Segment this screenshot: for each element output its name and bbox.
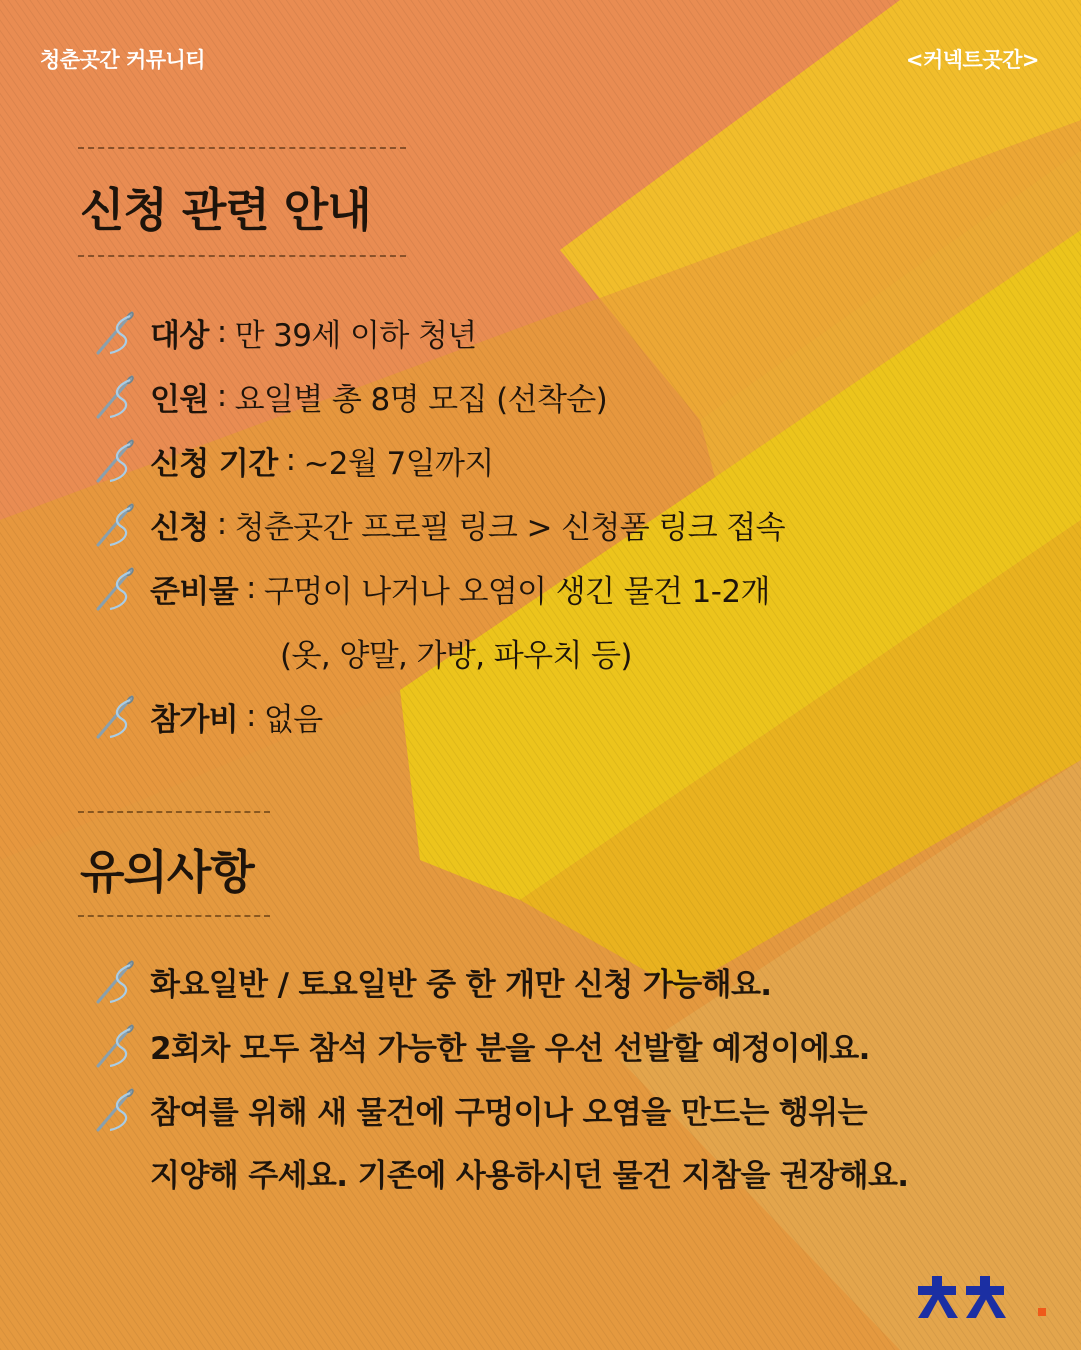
needle-thread-icon — [92, 1084, 144, 1134]
item-label: 인원 — [150, 381, 209, 418]
note-text-continued: 지양해 주세요. 기존에 사용하시던 물건 지참을 권장해요. — [150, 1158, 909, 1194]
needle-thread-icon — [92, 371, 144, 421]
divider-bottom — [78, 255, 406, 257]
item-value: 구멍이 나거나 오염이 생긴 물건 1-2개 — [263, 573, 770, 610]
item-label: 준비물 — [150, 573, 239, 610]
item-label: 신청 기간 — [150, 445, 278, 482]
divider-top — [78, 147, 406, 149]
item-value: 요일별 총 8명 모집 (선착순) — [234, 381, 608, 418]
note-text: 화요일반 / 토요일반 중 한 개만 신청 가능해요. — [150, 966, 772, 1003]
item-label: 대상 — [150, 317, 209, 354]
item-label: 신청 — [150, 509, 209, 546]
needle-thread-icon — [92, 956, 144, 1006]
note-item — [92, 1020, 870, 1070]
community-brand-label: 청춘곳간 커뮤니티 — [40, 48, 206, 72]
note-text: 참여를 위해 새 물건에 구멍이나 오염을 만드는 행위는 — [150, 1094, 867, 1131]
needle-thread-icon — [92, 1020, 144, 1070]
list-item-apply: 신청 : 청춘곳간 프로필 링크 > 신청폼 링크 접속 — [92, 499, 785, 549]
list-item-materials-line2 — [280, 630, 632, 675]
application-section-title: 신청 관련 안내 — [80, 183, 371, 237]
note-item — [92, 1084, 867, 1134]
list-item-materials: 준비물 : 구멍이 나거나 오염이 생긴 물건 1-2개 — [92, 563, 770, 613]
list-item-capacity: 인원 : 요일별 총 8명 모집 (선착순) — [92, 371, 607, 421]
item-value: 없음 — [263, 701, 323, 738]
list-item-period: 신청 기간 : ~2월 7일까지 — [92, 435, 494, 485]
divider-top — [78, 811, 270, 813]
needle-thread-icon — [92, 499, 144, 549]
item-value: ~2월 7일까지 — [303, 445, 494, 482]
item-value: 만 39세 이하 청년 — [234, 317, 477, 354]
list-item-fee: 참가비 : 없음 — [92, 691, 323, 741]
needle-thread-icon — [92, 691, 144, 741]
divider-bottom — [78, 915, 270, 917]
brand-logo — [918, 1272, 1048, 1322]
notes-section-title: 유의사항 — [80, 845, 254, 899]
item-value: 청춘곳간 프로필 링크 > 신청폼 링크 접속 — [234, 509, 785, 546]
needle-thread-icon — [92, 563, 144, 613]
list-item-target: 대상 : 만 39세 이하 청년 — [92, 307, 477, 357]
note-item — [92, 956, 771, 1006]
needle-thread-icon — [92, 435, 144, 485]
item-value-continued: (옷, 양말, 가방, 파우치 등) — [280, 638, 632, 674]
program-tag-label: <커넥트곳간> — [905, 48, 1039, 72]
note-item-continued — [150, 1150, 908, 1195]
note-text: 2회차 모두 참석 가능한 분을 우선 선발할 예정이에요. — [150, 1030, 870, 1067]
item-label: 참가비 — [150, 701, 239, 738]
needle-thread-icon — [92, 307, 144, 357]
